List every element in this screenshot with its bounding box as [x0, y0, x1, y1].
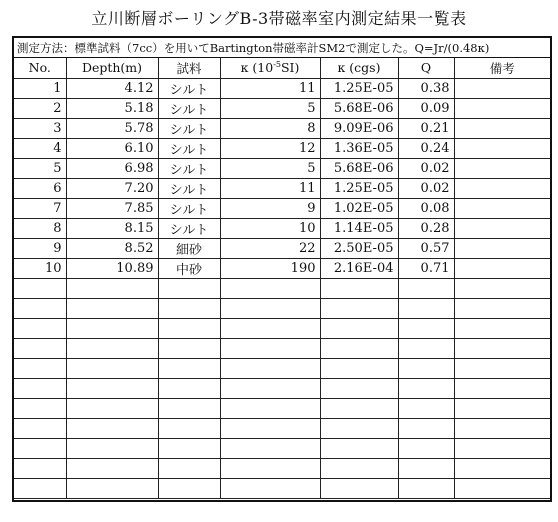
empty-cell [454, 278, 550, 298]
empty-cell [158, 338, 220, 358]
cell-no: 6 [14, 178, 66, 198]
table-row [14, 238, 550, 258]
empty-cell [320, 358, 398, 378]
empty-table-row [14, 278, 550, 298]
cell-remarks [454, 118, 550, 138]
cell-kappa-cgs: 1.14E-05 [320, 218, 398, 238]
cell-q: 0.24 [398, 138, 454, 158]
empty-table-row [14, 418, 550, 438]
empty-table-row [14, 458, 550, 478]
cell-sample: シルト [158, 98, 220, 118]
cell-sample: 細砂 [158, 238, 220, 258]
header-row [14, 58, 550, 78]
cell-kappa-cgs: 2.50E-05 [320, 238, 398, 258]
empty-cell [66, 418, 158, 438]
cell-q: 0.57 [398, 238, 454, 258]
empty-cell [66, 478, 158, 498]
empty-cell [320, 478, 398, 498]
cell-no: 7 [14, 198, 66, 218]
cell-q: 0.02 [398, 158, 454, 178]
empty-cell [14, 278, 66, 298]
cell-sample: シルト [158, 178, 220, 198]
cell-remarks [454, 78, 550, 98]
cell-kappa-si: 22 [220, 238, 320, 258]
cell-kappa-si: 5 [220, 158, 320, 178]
measurement-method-note: 測定方法：標準試料（7cc）を用いてBartington帯磁率計SM2で測定した。Q=Jr/(0.48κ) [14, 38, 550, 58]
empty-cell [454, 318, 550, 338]
empty-cell [14, 478, 66, 498]
cell-kappa-cgs: 1.02E-05 [320, 198, 398, 218]
empty-cell [398, 458, 454, 478]
empty-cell [158, 278, 220, 298]
cell-depth: 4.12 [66, 78, 158, 98]
cell-remarks [454, 158, 550, 178]
cell-kappa-si: 8 [220, 118, 320, 138]
cell-no: 1 [14, 78, 66, 98]
cell-kappa-cgs: 1.25E-05 [320, 178, 398, 198]
cell-q: 0.38 [398, 78, 454, 98]
empty-cell [66, 378, 158, 398]
cell-kappa-cgs: 5.68E-06 [320, 158, 398, 178]
empty-table-row [14, 438, 550, 458]
cell-depth: 5.78 [66, 118, 158, 138]
empty-cell [66, 438, 158, 458]
empty-table-row [14, 338, 550, 358]
empty-cell [220, 358, 320, 378]
empty-cell [454, 398, 550, 418]
empty-table-row [14, 378, 550, 398]
cell-remarks [454, 98, 550, 118]
cell-q: 0.09 [398, 98, 454, 118]
table-row [14, 98, 550, 118]
empty-cell [14, 318, 66, 338]
empty-cell [14, 338, 66, 358]
empty-table-row [14, 318, 550, 338]
empty-table-row [14, 478, 550, 498]
empty-cell [220, 338, 320, 358]
empty-cell [220, 438, 320, 458]
empty-cell [320, 438, 398, 458]
document-title: 立川断層ボーリングB-3帯磁率室内測定結果一覧表 [91, 9, 467, 28]
table-row [14, 258, 550, 278]
empty-cell [220, 378, 320, 398]
empty-cell [398, 338, 454, 358]
header-q: Q [398, 58, 454, 78]
table-row [14, 118, 550, 138]
empty-cell [398, 298, 454, 318]
empty-cell [320, 298, 398, 318]
cell-q: 0.21 [398, 118, 454, 138]
cell-q: 0.08 [398, 198, 454, 218]
results-table [14, 58, 550, 499]
cell-sample: シルト [158, 78, 220, 98]
table-row [14, 218, 550, 238]
empty-cell [398, 398, 454, 418]
header-kappa-cgs: κ (cgs) [320, 58, 398, 78]
empty-cell [454, 358, 550, 378]
cell-kappa-si: 9 [220, 198, 320, 218]
cell-q: 0.02 [398, 178, 454, 198]
table-row [14, 138, 550, 158]
empty-cell [14, 458, 66, 478]
empty-cell [66, 458, 158, 478]
empty-cell [14, 358, 66, 378]
header-sample: 試料 [158, 58, 220, 78]
cell-kappa-cgs: 2.16E-04 [320, 258, 398, 278]
table-row [14, 198, 550, 218]
empty-cell [158, 478, 220, 498]
empty-cell [158, 438, 220, 458]
cell-no: 3 [14, 118, 66, 138]
empty-cell [158, 298, 220, 318]
empty-cell [158, 418, 220, 438]
cell-depth: 5.18 [66, 98, 158, 118]
header-kappa-si [220, 58, 320, 78]
empty-cell [320, 338, 398, 358]
empty-cell [320, 318, 398, 338]
empty-cell [220, 458, 320, 478]
empty-cell [158, 398, 220, 418]
empty-cell [158, 458, 220, 478]
cell-remarks [454, 218, 550, 238]
cell-q: 0.71 [398, 258, 454, 278]
cell-no: 8 [14, 218, 66, 238]
cell-depth: 8.15 [66, 218, 158, 238]
empty-cell [14, 438, 66, 458]
header-depth: Depth(m) [66, 58, 158, 78]
cell-no: 10 [14, 258, 66, 278]
cell-depth: 10.89 [66, 258, 158, 278]
kappa-si-exponent: -5 [273, 60, 281, 70]
empty-cell [398, 478, 454, 498]
cell-no: 5 [14, 158, 66, 178]
empty-cell [158, 378, 220, 398]
empty-cell [454, 298, 550, 318]
empty-cell [158, 318, 220, 338]
empty-cell [66, 298, 158, 318]
empty-cell [320, 398, 398, 418]
kappa-si-prefix: κ (10 [240, 60, 274, 76]
empty-cell [454, 458, 550, 478]
empty-cell [220, 478, 320, 498]
table-row [14, 158, 550, 178]
header-remarks: 備考 [454, 58, 550, 78]
cell-sample: シルト [158, 118, 220, 138]
cell-depth: 6.98 [66, 158, 158, 178]
empty-cell [14, 398, 66, 418]
cell-sample: シルト [158, 138, 220, 158]
cell-remarks [454, 138, 550, 158]
cell-depth: 6.10 [66, 138, 158, 158]
empty-cell [320, 378, 398, 398]
cell-sample: シルト [158, 158, 220, 178]
cell-kappa-si: 12 [220, 138, 320, 158]
cell-kappa-si: 10 [220, 218, 320, 238]
empty-cell [454, 438, 550, 458]
results-table-frame [12, 36, 552, 502]
cell-sample: 中砂 [158, 258, 220, 278]
empty-cell [220, 418, 320, 438]
cell-kappa-cgs: 5.68E-06 [320, 98, 398, 118]
empty-cell [14, 378, 66, 398]
empty-table-row [14, 358, 550, 378]
empty-cell [220, 318, 320, 338]
cell-remarks [454, 178, 550, 198]
empty-cell [220, 278, 320, 298]
cell-sample: シルト [158, 198, 220, 218]
cell-remarks [454, 238, 550, 258]
empty-cell [14, 298, 66, 318]
empty-cell [454, 338, 550, 358]
header-no: No. [14, 58, 66, 78]
empty-table-row [14, 398, 550, 418]
empty-cell [66, 358, 158, 378]
cell-kappa-cgs: 9.09E-06 [320, 118, 398, 138]
empty-cell [66, 278, 158, 298]
cell-remarks [454, 198, 550, 218]
empty-cell [158, 358, 220, 378]
empty-table-row [14, 298, 550, 318]
empty-cell [320, 458, 398, 478]
empty-cell [454, 378, 550, 398]
kappa-si-suffix: SI) [280, 60, 300, 76]
cell-remarks [454, 258, 550, 278]
empty-cell [220, 398, 320, 418]
cell-depth: 7.20 [66, 178, 158, 198]
empty-cell [398, 278, 454, 298]
empty-cell [220, 298, 320, 318]
empty-cell [398, 418, 454, 438]
cell-no: 9 [14, 238, 66, 258]
cell-kappa-si: 11 [220, 78, 320, 98]
cell-kappa-si: 190 [220, 258, 320, 278]
cell-sample: シルト [158, 218, 220, 238]
cell-no: 4 [14, 138, 66, 158]
empty-cell [454, 418, 550, 438]
empty-cell [454, 478, 550, 498]
cell-kappa-si: 11 [220, 178, 320, 198]
cell-no: 2 [14, 98, 66, 118]
empty-cell [398, 358, 454, 378]
empty-cell [398, 438, 454, 458]
empty-cell [66, 338, 158, 358]
empty-cell [398, 378, 454, 398]
empty-cell [14, 418, 66, 438]
cell-kappa-cgs: 1.36E-05 [320, 138, 398, 158]
cell-kappa-cgs: 1.25E-05 [320, 78, 398, 98]
table-row [14, 78, 550, 98]
cell-depth: 8.52 [66, 238, 158, 258]
empty-cell [320, 278, 398, 298]
empty-cell [66, 318, 158, 338]
empty-cell [398, 318, 454, 338]
empty-cell [320, 418, 398, 438]
table-row [14, 178, 550, 198]
cell-q: 0.28 [398, 218, 454, 238]
cell-depth: 7.85 [66, 198, 158, 218]
cell-kappa-si: 5 [220, 98, 320, 118]
empty-cell [66, 398, 158, 418]
